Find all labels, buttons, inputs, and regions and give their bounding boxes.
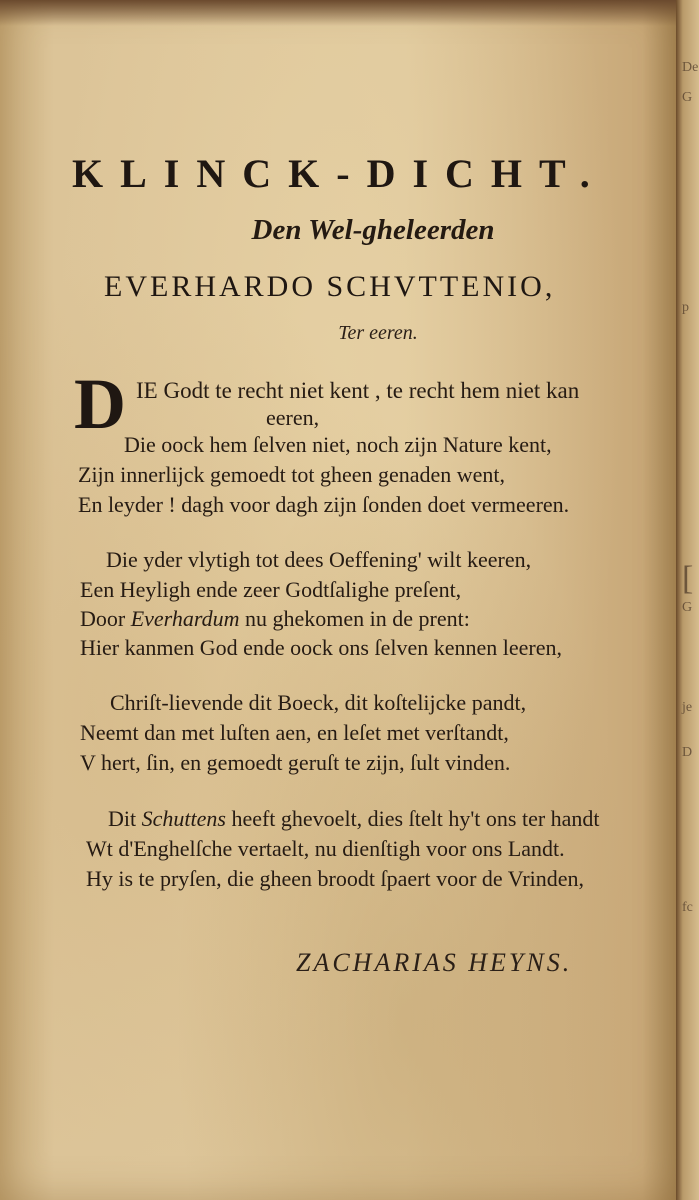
stanza4-line2: Wt d'Enghelſche vertaelt, nu dienſtigh voor ons Landt.: [86, 836, 565, 861]
stanza4-line1-italic: Schuttens: [141, 806, 226, 831]
stanza1-line3: Zijn innerlijck gemoedt tot gheen genaden went,: [78, 462, 506, 487]
stanza4-line1-post: heeft ghevoelt, dies ſtelt hy't ons ter handt: [225, 806, 600, 831]
stanza1-line4: En leyder ! dagh voor dagh zijn ſonden doet vermeeren.: [78, 492, 570, 517]
stanza2-line4: Hier kanmen God ende oock ons ſelven kennen leeren,: [80, 635, 562, 660]
stanza2-line3-pre: Door: [80, 606, 131, 631]
stanza4-line3: Hy is te pryſen, die gheen broodt ſpaert voor de Vrinden,: [86, 866, 585, 891]
stanza1-line1: IE Godt te recht niet kent , te recht hem niet kan: [136, 378, 580, 403]
drop-cap: D: [74, 364, 126, 444]
poem-title: KLINCK-DICHT.: [72, 151, 607, 196]
author-signature: ZACHARIAS HEYNS.: [296, 948, 573, 977]
stanza2-line3-italic: Everhardum: [130, 606, 240, 631]
adjacent-page-edge: De G p [ G je D fc: [676, 0, 699, 1200]
stanza2-line3-post: nu ghekomen in de prent:: [239, 606, 470, 631]
stanza4-line1-pre: Dit: [108, 806, 142, 831]
stanza3-line1: Chriſt-lievende dit Boeck, dit koſtelijcke pandt,: [110, 690, 527, 715]
dedicatee-name: EVERHARDO SCHVTTENIO,: [104, 270, 556, 303]
stanza2-line1: Die yder vlytigh tot dees Oeffening' wilt keeren,: [106, 547, 532, 572]
stanza3-line3: V hert, ſin, en gemoedt geruſt te zijn, ſult vinden.: [80, 750, 511, 775]
dedication-line: Ter eeren.: [338, 322, 418, 344]
stanza3-line2: Neemt dan met luſten aen, en leſet met verſtandt,: [80, 720, 509, 745]
stanza2-line2: Een Heyligh ende zeer Godtſalighe preſent,: [80, 577, 462, 602]
poem-subtitle: Den Wel-gheleerden: [251, 214, 495, 246]
stanza1-line2: Die oock hem ſelven niet, noch zijn Nature kent,: [124, 432, 552, 457]
stanza2-line3: [80, 606, 470, 632]
stanza4-line1: [108, 806, 600, 832]
stanza1-line1-continued: eeren,: [266, 405, 320, 430]
